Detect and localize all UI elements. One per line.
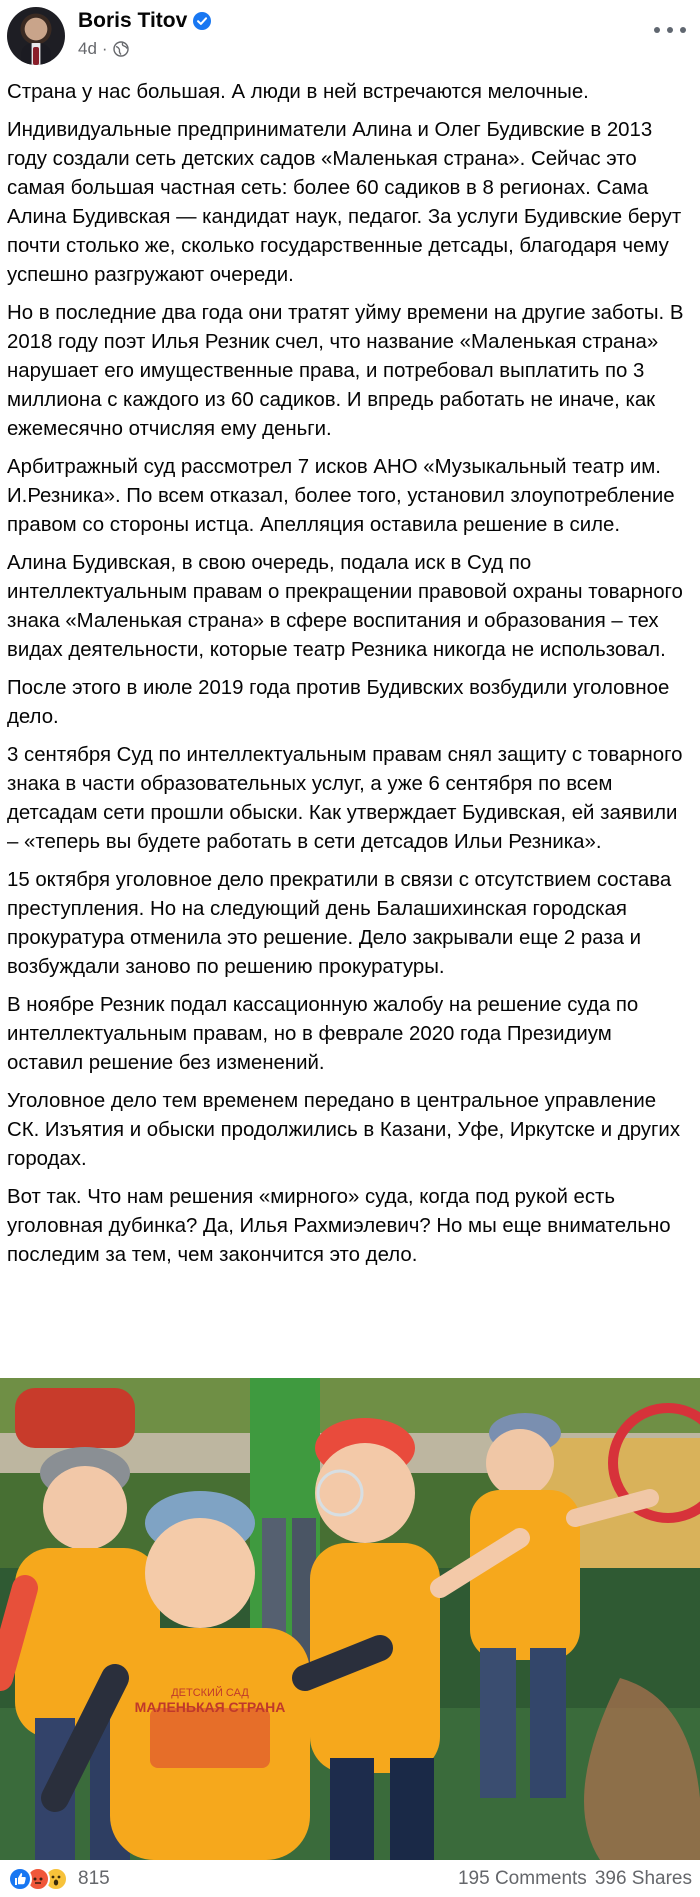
post-paragraph: Арбитражный суд рассмотрел 7 исков АНО «Музыкальный театр им. И.Резника». По всем отказал, более того, установил злоупотребление правом со стороны истца. Апелляция оставила решение в силе. (7, 456, 675, 536)
post-paragraph: Уголовное дело тем временем передано в центральное управление СК. Изъятия и обыски продолжились в Казани, Уфе, Иркутске и других городах. (7, 1090, 681, 1170)
reactions-count[interactable]: 815 (78, 1868, 110, 1889)
author-name-row (78, 8, 211, 34)
more-dot (654, 27, 660, 33)
meta-separator: · (101, 39, 108, 58)
post-paragraph: Индивидуальные предприниматели Алина и Олег Будивские в 2013 году создали сеть детских садов «Маленькая страна». Сейчас это самая большая частная сеть: более 60 садиков в 8 регионах. Сама Алина Будивская — кандидат наук, педагог. За услуги Будивские берут почти столько же, сколько государственные детсады, благодаря чему успешно разгружают очереди. (7, 119, 682, 286)
author-avatar[interactable] (7, 7, 65, 65)
post-meta (78, 38, 129, 60)
more-options-icon[interactable] (654, 20, 686, 40)
more-dot (680, 27, 686, 33)
post-footer (0, 1860, 700, 1897)
post-timestamp[interactable]: 4d (78, 39, 97, 58)
post-paragraph: Но в последние два года они тратят уйму времени на другие заботы. В 2018 году поэт Илья Резник счел, что название «Маленькая страна» нарушает его имущественные права, и потребовал выплатить по 3 миллиона с каждого из 60 садиков. И впредь работать не иначе, как ежемесячно отчисляя ему деньги. (7, 302, 684, 440)
more-dot (667, 27, 673, 33)
like-icon (8, 1867, 32, 1891)
comments-count[interactable]: 195 Comments (457, 1868, 587, 1889)
post-paragraph: 3 сентября Суд по интеллектуальным правам снял защиту с товарного знака в части образовательных услуг, а уже 6 сентября по всем детсадам сети прошли обыски. Как утверждает Будивская, ей заявили – «теперь вы будете работать в сети детсадов Ильи Резника». (7, 744, 683, 853)
reactions-summary[interactable] (8, 1866, 110, 1892)
engagement-stats (458, 1866, 692, 1892)
post-paragraph: После этого в июле 2019 года против Будивских возбудили уголовное дело. (7, 677, 670, 728)
shirt-text-main: МАЛЕНЬКАЯ СТРАНА (134, 1699, 286, 1715)
post-paragraph: Вот так. Что нам решения «мирного» суда, когда под рукой есть уголовная дубинка? Да, Илья Рахмиэлевич? Но мы еще внимательно последим за тем, чем закончится это дело. (7, 1186, 671, 1266)
post-photo[interactable] (0, 1378, 700, 1860)
post-text (7, 78, 693, 1279)
post-header (0, 0, 700, 76)
globe-icon[interactable] (113, 41, 129, 57)
post-paragraph: Алина Будивская, в свою очередь, подала иск в Суд по интеллектуальным правам о прекращении правовой охраны товарного знака «Маленькая страна» в сфере воспитания и образования – тех видах деятельности, которые театр Резника никогда не использовал. (7, 552, 683, 661)
post-paragraph: 15 октября уголовное дело прекратили в связи с отсутствием состава преступления. Но на следующий день Балашихинская городская прокуратура отменила это решение. Дело закрывали еще 2 раза и возбуждали заново по решению прокуратуры. (7, 869, 672, 978)
author-name[interactable]: Boris Titov (78, 9, 188, 32)
post-paragraph: В ноябре Резник подал кассационную жалобу на решение суда по интеллектуальным правам, но в феврале 2020 года Президиум оставил решение без изменений. (7, 994, 639, 1074)
post-paragraph: Страна у нас большая. А люди в ней встречаются мелочные. (7, 81, 589, 103)
shirt-text-top: ДЕТСКИЙ САД (171, 1687, 249, 1699)
shares-count[interactable]: 396 Shares (594, 1868, 692, 1889)
avatar-tie (33, 47, 39, 65)
verified-badge-icon (193, 12, 211, 30)
children-playground-illustration (0, 1378, 700, 1860)
